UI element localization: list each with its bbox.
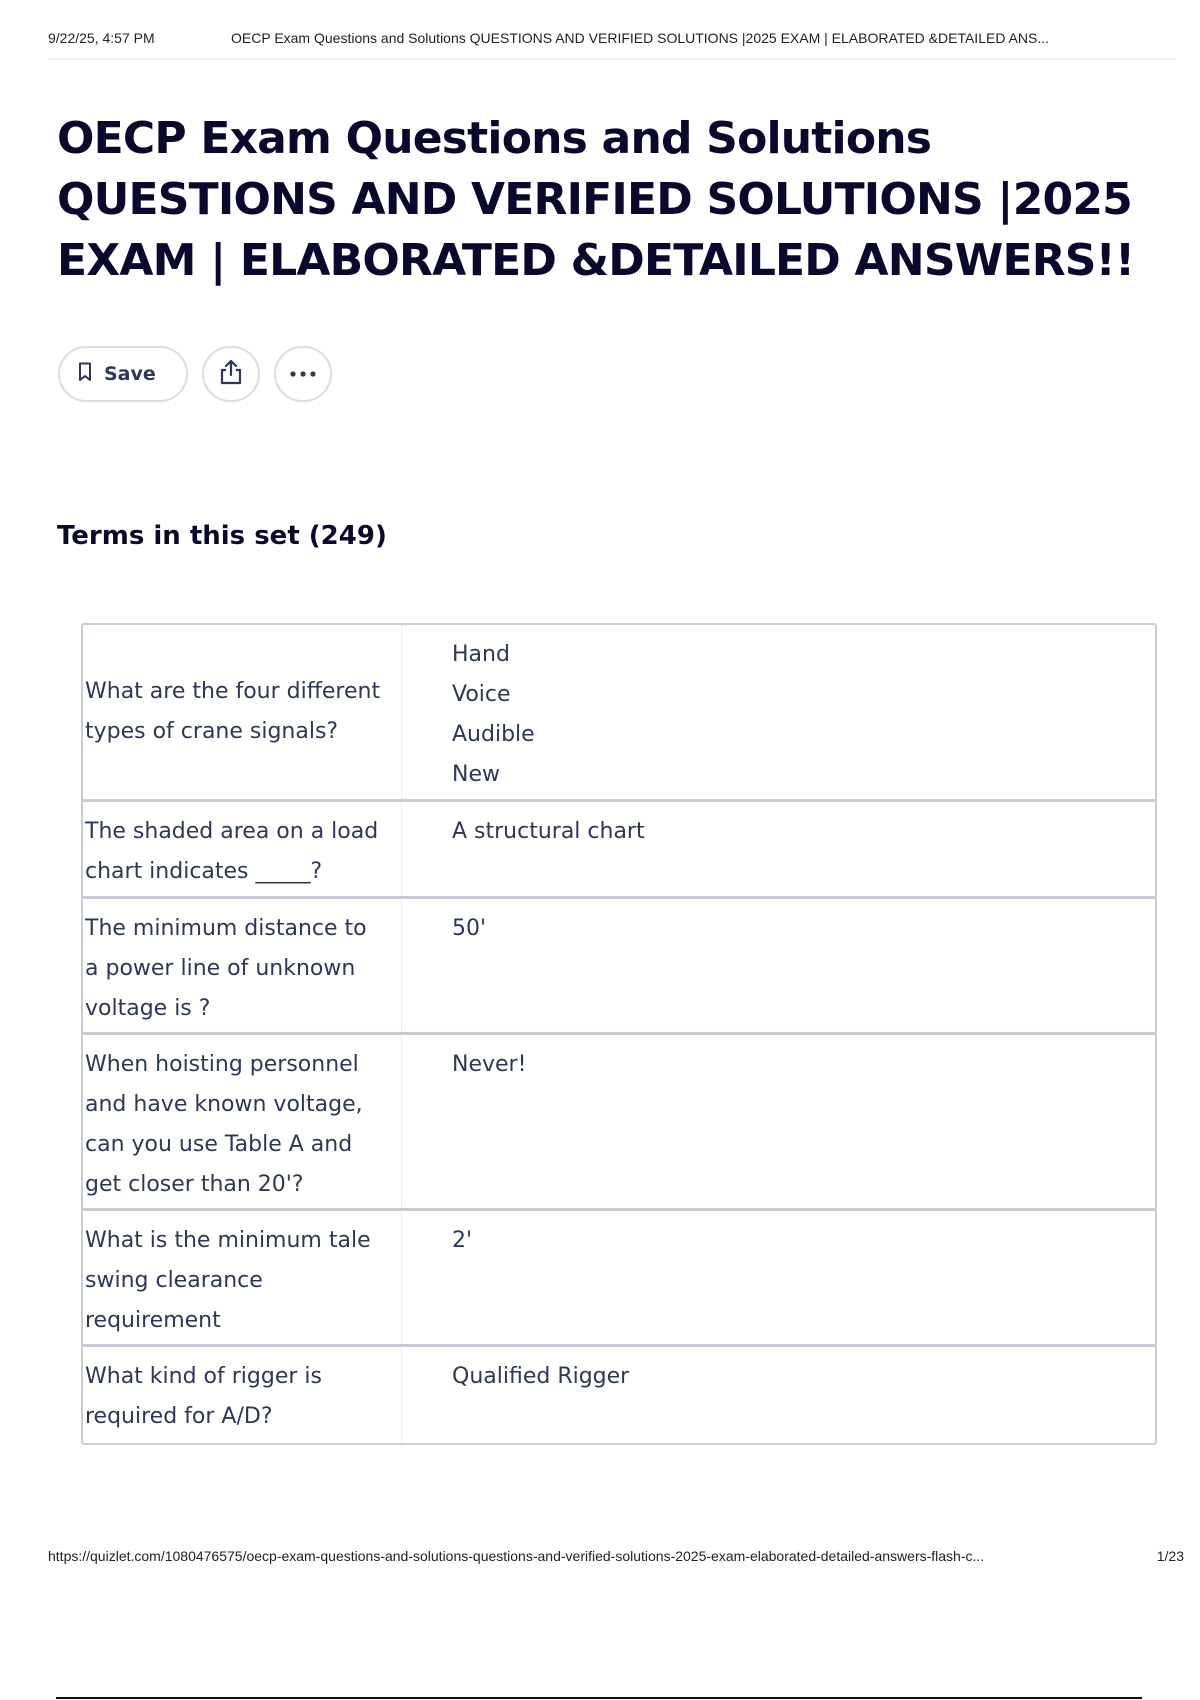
definition-line: Qualified Rigger: [452, 1364, 630, 1389]
more-options-button[interactable]: [274, 346, 332, 402]
table-row: [83, 1211, 1155, 1347]
definition-cell: [402, 1211, 1155, 1344]
definition-cell: [402, 1347, 1155, 1443]
term-cell: When hoisting personnel and have known voltage, can you use Table A and get closer than 20'?: [83, 1035, 402, 1208]
term-cell: The shaded area on a load chart indicates _____?: [83, 802, 402, 896]
table-row: [83, 1347, 1155, 1443]
terms-heading: Terms in this set (249): [57, 521, 387, 551]
definition-cell: [402, 802, 1155, 896]
definition-cell: [402, 899, 1155, 1032]
term-cell: What are the four different types of crane signals?: [83, 625, 402, 799]
term-cell: What is the minimum tale swing clearance requirement: [83, 1211, 402, 1344]
definition-line: Audible: [452, 722, 535, 747]
definition-line: A structural chart: [452, 819, 645, 844]
print-footer: [48, 1548, 1184, 1572]
table-row: [83, 1035, 1155, 1211]
definition-cell: [402, 625, 1155, 799]
save-button[interactable]: [58, 346, 188, 402]
share-button[interactable]: [202, 346, 260, 402]
share-icon: [218, 358, 244, 391]
definition-line: Hand: [452, 642, 510, 667]
more-options-icon: [289, 365, 317, 383]
definition-cell: [402, 1035, 1155, 1208]
term-cell: What kind of rigger is required for A/D?: [83, 1347, 402, 1443]
definition-line: 50': [452, 916, 487, 941]
definition-line: Voice: [452, 682, 511, 707]
save-button-label: Save: [104, 363, 156, 385]
terms-table: [81, 623, 1157, 1445]
page-title: OECP Exam Questions and Solutions QUESTIONS AND VERIFIED SOLUTIONS |2025 EXAM | ELABORATED &DETAILED ANSWERS!!: [57, 113, 1135, 286]
term-cell: The minimum distance to a power line of unknown voltage is ?: [83, 899, 402, 1032]
table-row: [83, 625, 1155, 802]
table-row: [83, 899, 1155, 1035]
print-url: https://quizlet.com/1080476575/oecp-exam-questions-and-solutions-questions-and-verified-solutions-2025-exam-elaborated-detailed-answers-flash-c...: [48, 1548, 985, 1564]
definition-line: Never!: [452, 1052, 527, 1077]
page-indicator: 1/23: [1156, 1548, 1184, 1564]
print-document-title: OECP Exam Questions and Solutions QUESTIONS AND VERIFIED SOLUTIONS |2025 EXAM | ELABORATED &DETAILED ANS...: [231, 30, 1049, 46]
table-row: [83, 802, 1155, 899]
definition-line: New: [452, 762, 500, 787]
print-header: [48, 28, 1176, 60]
definition-line: 2': [452, 1228, 473, 1253]
bookmark-icon: [78, 362, 92, 387]
print-timestamp: 9/22/25, 4:57 PM: [48, 30, 155, 46]
divider: [56, 1697, 1142, 1699]
